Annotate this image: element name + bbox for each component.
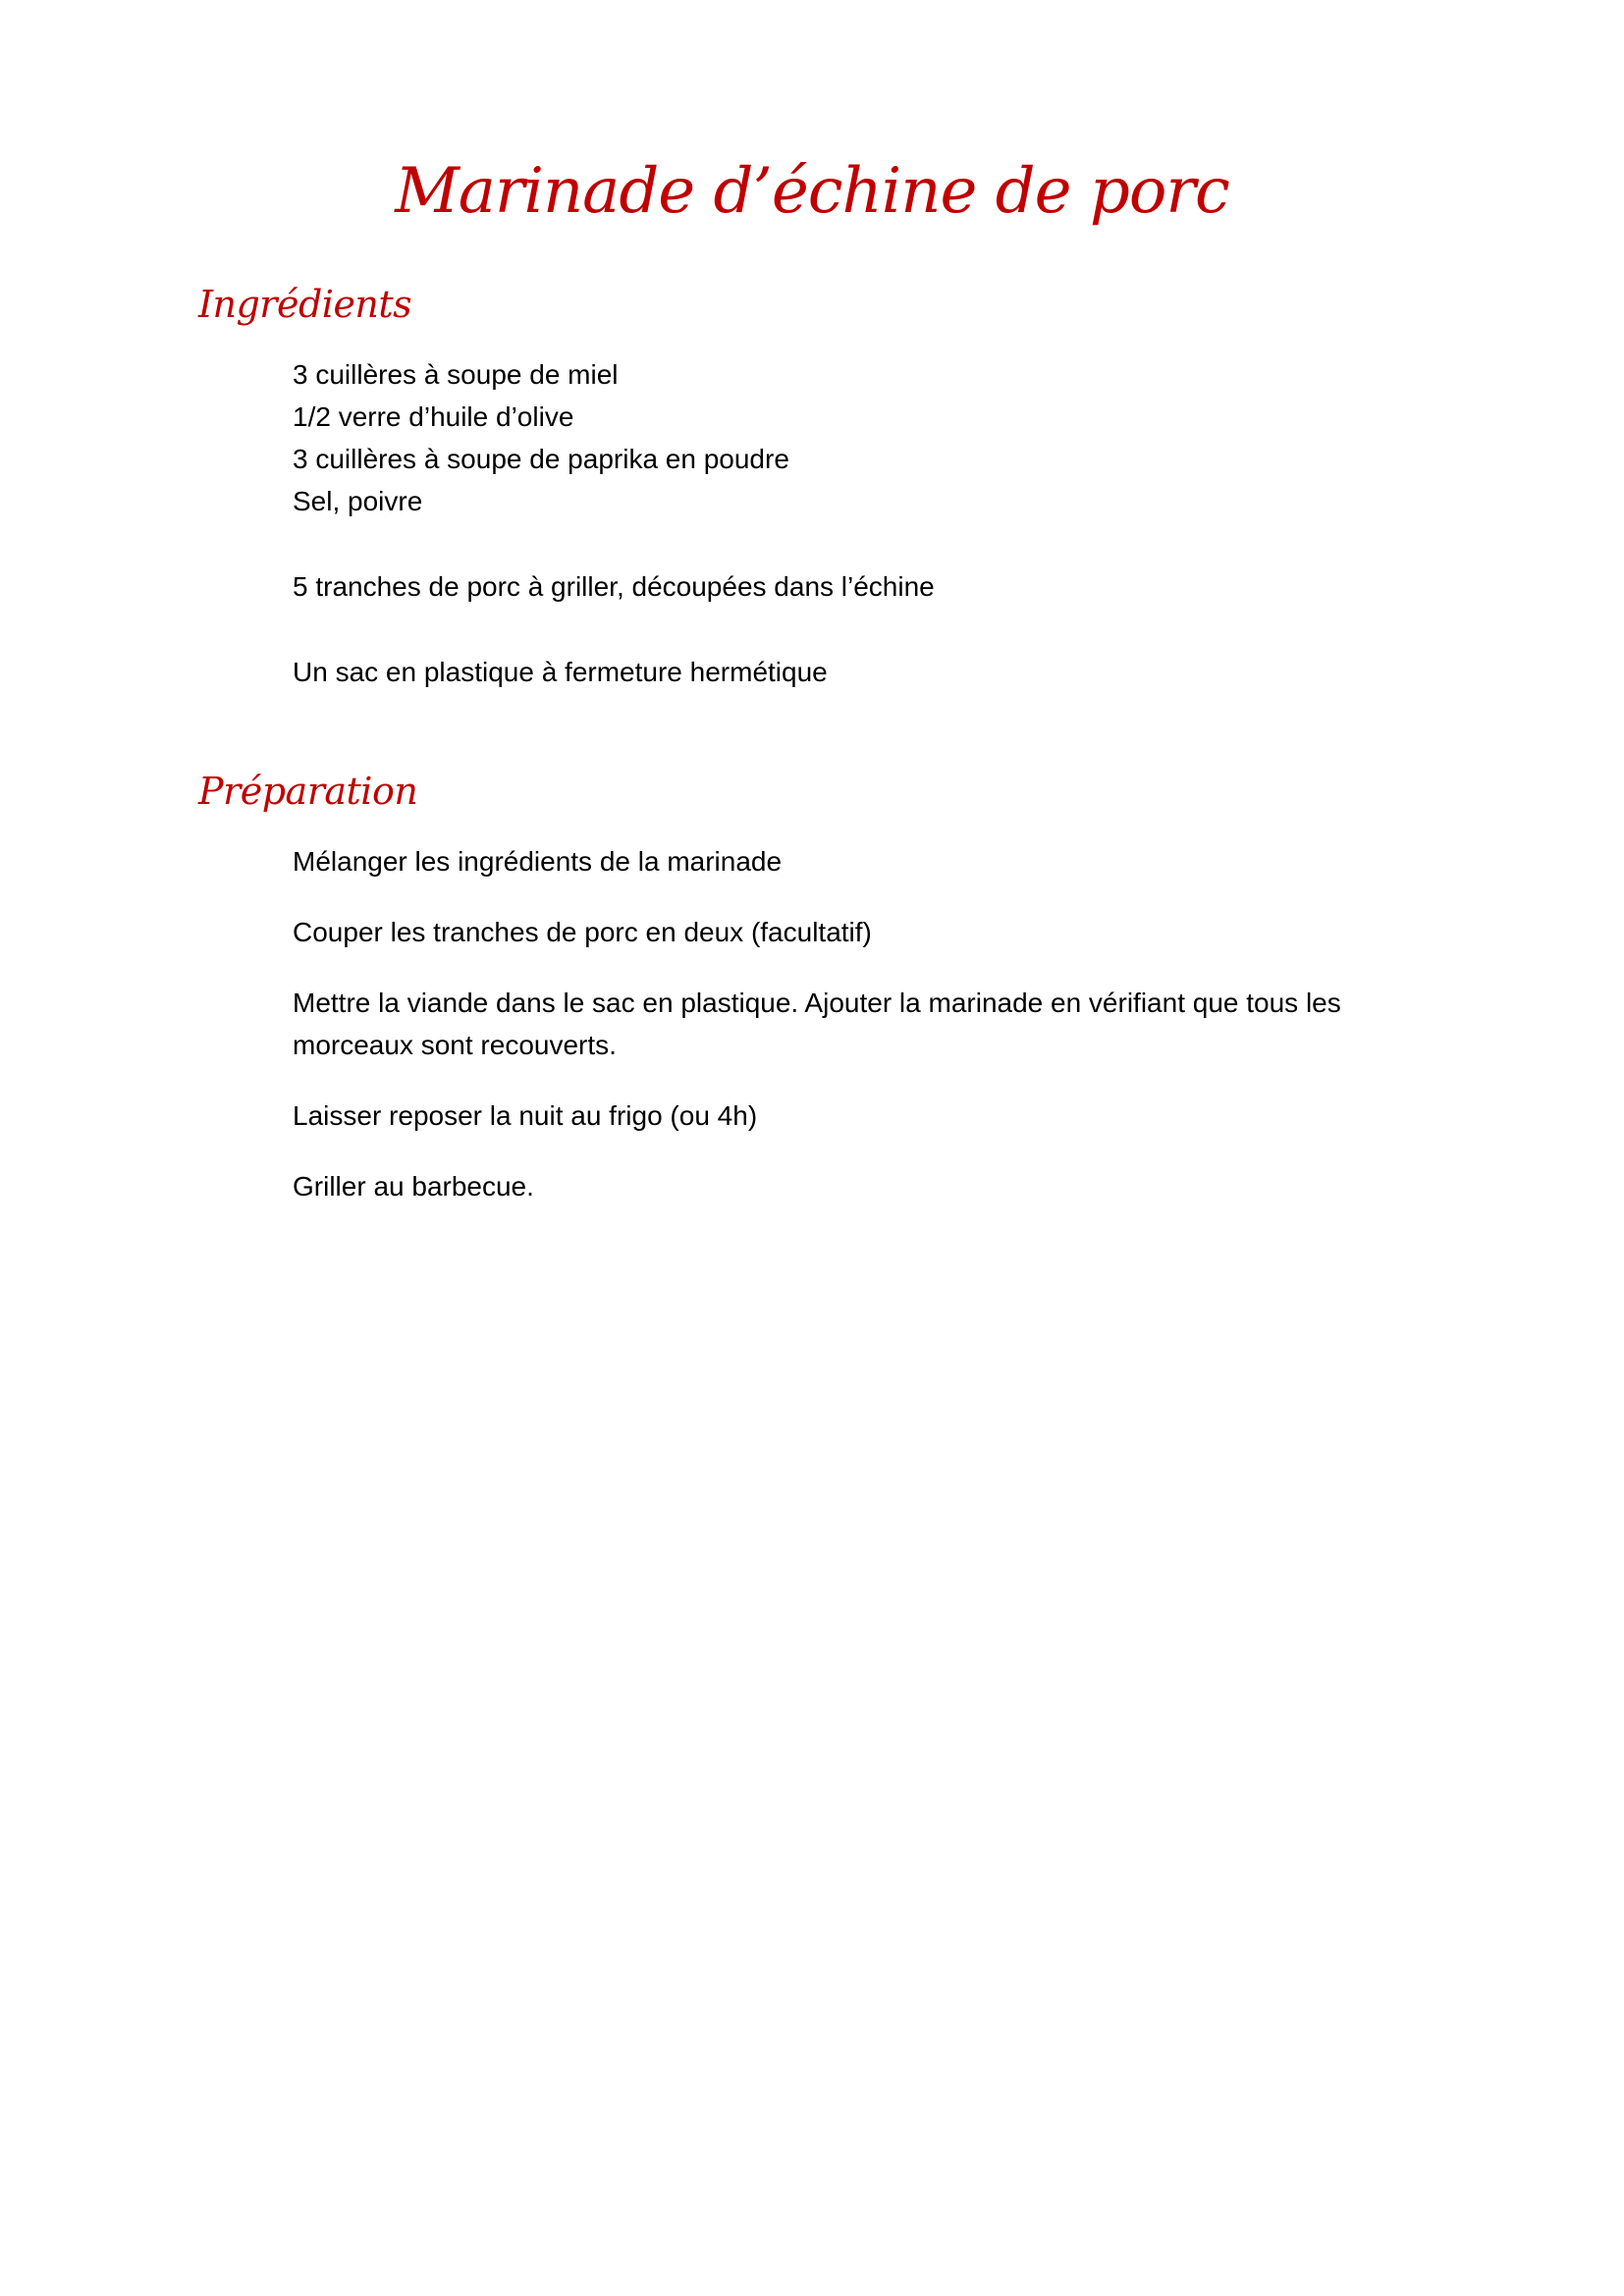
preparation-step: Griller au barbecue.: [293, 1171, 534, 1201]
ingredients-list: [293, 353, 1471, 522]
ingredient-item: 5 tranches de porc à griller, découpées dans l’échine: [293, 571, 935, 602]
preparation-heading: Préparation: [198, 770, 418, 813]
ingredient-item: 3 cuillères à soupe de paprika en poudre: [293, 444, 789, 474]
preparation-step: Laisser reposer la nuit au frigo (ou 4h): [293, 1100, 758, 1131]
ingredients-equipment: [293, 651, 1471, 693]
page-title: Marinade d’échine de porc: [395, 155, 1229, 228]
preparation-step: Mettre la viande dans le sac en plastique. Ajouter la marinade en vérifiant que tous les morceaux sont recouverts.: [293, 988, 1341, 1060]
preparation-steps: [293, 840, 1373, 1236]
ingredients-meat: [293, 565, 1471, 608]
ingredient-item: 1/2 verre d’huile d’olive: [293, 401, 574, 432]
preparation-step: Couper les tranches de porc en deux (facultatif): [293, 917, 872, 947]
ingredient-item: Sel, poivre: [293, 486, 423, 516]
preparation-step: Mélanger les ingrédients de la marinade: [293, 846, 783, 877]
ingredients-heading: Ingrédients: [198, 283, 412, 326]
ingredient-item: Un sac en plastique à fermeture hermétique: [293, 657, 828, 687]
ingredient-item: 3 cuillères à soupe de miel: [293, 359, 619, 390]
